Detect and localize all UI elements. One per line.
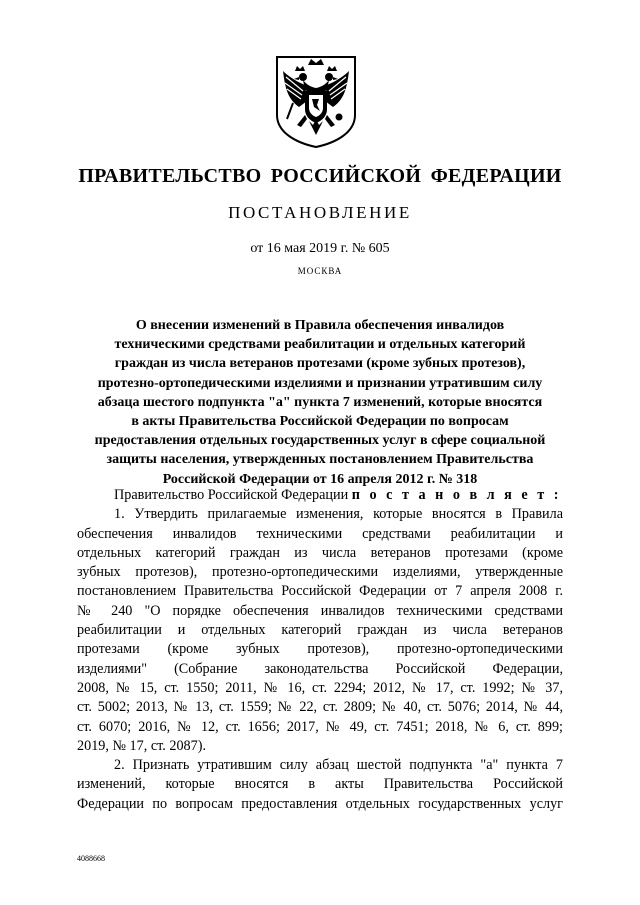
paragraph-1-line: обеспечения инвалидов техническими средствами реабилитации и xyxy=(77,525,563,542)
heading-line: абзаца шестого подпункта "а" пункта 7 изменений, которые вносятся xyxy=(97,394,543,410)
paragraph-1-line: протезами (кроме зубных протезов), протезно-ортопедическими xyxy=(77,641,563,658)
preamble-text: Правительство Российской Федерации xyxy=(114,487,349,503)
heading-line: техническими средствами реабилитации и отдельных категорий xyxy=(114,337,526,353)
preamble xyxy=(77,486,563,505)
paragraph-1-line: постановлением Правительства Российской Федерации от 7 апреля 2008 г. xyxy=(77,583,563,600)
paragraph-1-line: 1. Утвердить прилагаемые изменения, которые вносятся в Правила xyxy=(114,506,563,523)
paragraph-1-line: ст. 5002; 2013, № 13, ст. 1559; № 22, ст. 2809; № 40, ст. 5076; 2014, № 44, xyxy=(77,699,563,716)
heading-line: О внесении изменений в Правила обеспечения инвалидов xyxy=(135,318,505,333)
preamble-resolves: п о с т а н о в л я е т : xyxy=(351,487,562,503)
paragraph-1-line: изделиями" (Собрание законодательства Российской Федерации, xyxy=(77,660,563,677)
paragraph-1-line: 2008, № 15, ст. 1550; 2011, № 16, ст. 2294; 2012, № 17, ст. 1992; № 37, xyxy=(77,679,563,696)
heading-line: в акты Правительства Российской Федерации по вопросам xyxy=(131,414,509,430)
coat-of-arms-emblem xyxy=(273,55,359,149)
paragraph-2-line: Федерации по вопросам предоставления отдельных государственных услуг xyxy=(77,795,563,812)
paragraph-1-line: № 240 "О порядке обеспечения инвалидов техническими средствами xyxy=(77,602,563,619)
document-date-number: от 16 мая 2019 г. № 605 xyxy=(250,241,390,256)
document-id: 4088668 xyxy=(77,854,105,863)
heading-line: предоставления отдельных государственных услуг в сфере социальной xyxy=(94,433,546,449)
paragraph-1-line: отдельных категорий граждан из числа ветеранов протезами (кроме xyxy=(77,544,563,561)
paragraph-2-line: изменений, которые вносятся в акты Правительства Российской xyxy=(77,776,563,793)
heading-line: протезно-ортопедическими изделиями и признании утратившим силу xyxy=(97,375,543,391)
paragraph-1-line: зубных протезов), протезно-ортопедическими изделиями, утвержденные xyxy=(77,564,563,581)
document-body xyxy=(77,486,563,814)
paragraph-1-line: ст. 6070; 2016, № 12, ст. 1656; 2017, № 49, ст. 7451; 2018, № 6, ст. 899; xyxy=(77,718,563,735)
document-type: ПОСТАНОВЛЕНИЕ xyxy=(228,203,412,222)
document-city: МОСКВА xyxy=(297,266,343,276)
heading-line: защиты населения, утвержденных постановлением Правительства xyxy=(106,452,534,468)
document-heading xyxy=(90,316,550,489)
heading-line: Российской Федерации от 16 апреля 2012 г. № 318 xyxy=(162,471,478,487)
paragraph-1-line: реабилитации и отдельных категорий граждан из числа ветеранов xyxy=(77,622,563,639)
government-title: ПРАВИТЕЛЬСТВО РОССИЙСКОЙ ФЕДЕРАЦИИ xyxy=(78,165,562,187)
paragraph-1-line: 2019, № 17, ст. 2087). xyxy=(77,737,207,754)
heading-line: граждан из числа ветеранов протезами (кроме зубных протезов), xyxy=(114,356,526,372)
paragraph-2-line: 2. Признать утратившим силу абзац шестой подпункта "а" пункта 7 xyxy=(114,757,563,774)
